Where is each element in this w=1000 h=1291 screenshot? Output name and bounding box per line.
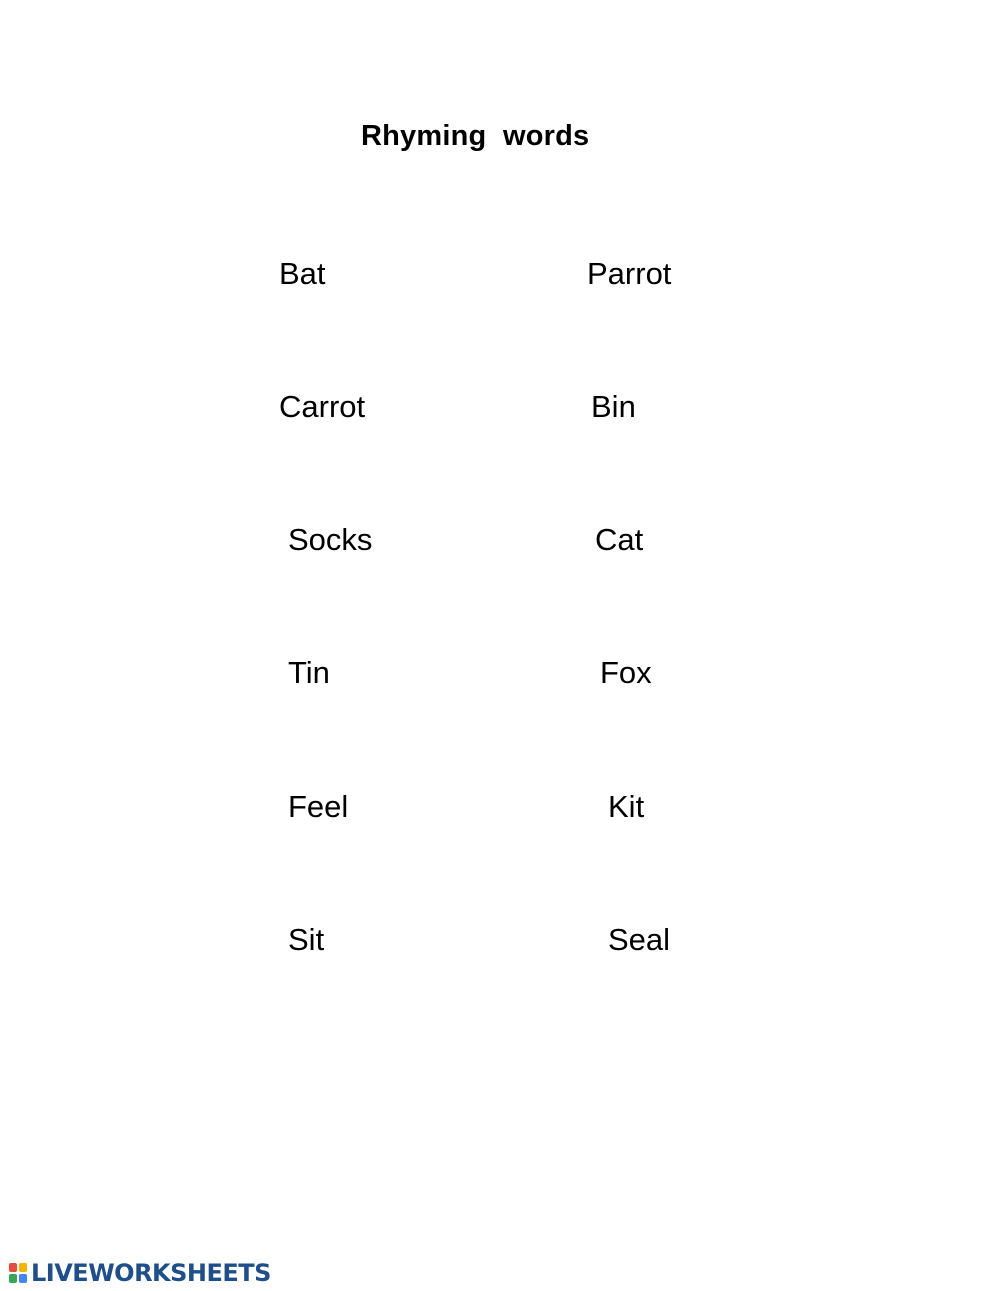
left-word: Sit bbox=[288, 922, 325, 957]
right-word: Seal bbox=[608, 922, 671, 957]
left-word: Socks bbox=[288, 522, 373, 557]
left-word: Tin bbox=[288, 655, 330, 690]
logo-tile-icon bbox=[9, 1263, 17, 1272]
right-word: Parrot bbox=[587, 256, 672, 291]
logo-text: LIVEWORKSHEETS bbox=[31, 1259, 271, 1287]
liveworksheets-logo[interactable] bbox=[8, 1258, 271, 1288]
left-word: Feel bbox=[288, 789, 349, 824]
right-word: Kit bbox=[608, 789, 645, 824]
right-word: Bin bbox=[591, 389, 636, 424]
right-word: Cat bbox=[595, 522, 644, 557]
left-word: Bat bbox=[279, 256, 326, 291]
right-word: Fox bbox=[600, 655, 652, 690]
logo-tile-icon bbox=[19, 1274, 27, 1283]
liveworksheets-logo-icon bbox=[8, 1262, 28, 1284]
logo-tile-icon bbox=[9, 1274, 17, 1283]
logo-tile-icon bbox=[19, 1263, 27, 1272]
worksheet-title: Rhyming words bbox=[361, 120, 590, 152]
left-word: Carrot bbox=[279, 389, 366, 424]
